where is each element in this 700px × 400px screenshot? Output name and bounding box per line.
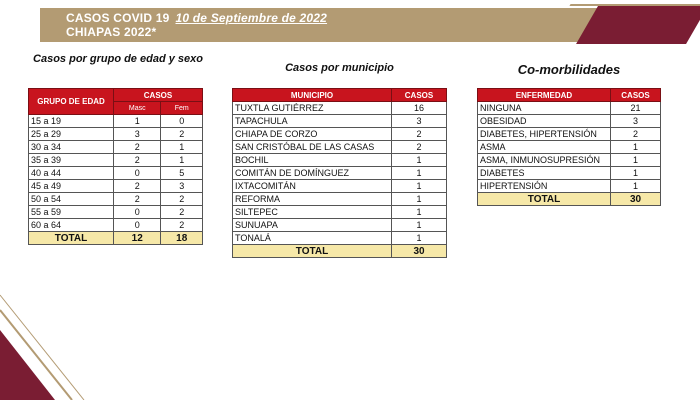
disease-cell: ASMA [478, 141, 611, 154]
fem-cases-cell: 1 [161, 141, 203, 154]
table-row [29, 167, 203, 180]
cases-cell: 1 [611, 141, 661, 154]
table-row [478, 102, 661, 115]
table-row [233, 154, 447, 167]
comorb-col-cases: CASOS [611, 89, 661, 102]
municipality-cell: TAPACHULA [233, 115, 392, 128]
table-row [233, 102, 447, 115]
municipality-cell: SILTEPEC [233, 206, 392, 219]
cases-cell: 3 [392, 115, 447, 128]
age-group-cell: 55 a 59 [29, 206, 114, 219]
table-row [29, 154, 203, 167]
header-title-block [66, 11, 327, 39]
age-col-fem: Fem [161, 102, 203, 115]
age-table [28, 88, 203, 245]
table-row [478, 115, 661, 128]
age-total-fem: 18 [161, 232, 203, 245]
fem-cases-cell: 3 [161, 180, 203, 193]
cases-cell: 3 [611, 115, 661, 128]
masc-cases-cell: 1 [114, 115, 161, 128]
age-total-label: TOTAL [29, 232, 114, 245]
table-row [29, 206, 203, 219]
table-row [29, 180, 203, 193]
fem-cases-cell: 2 [161, 128, 203, 141]
muni-total-label: TOTAL [233, 245, 392, 258]
muni-col-cases: CASOS [392, 89, 447, 102]
table-row [233, 193, 447, 206]
comorb-total-row [478, 193, 661, 206]
cases-cell: 2 [392, 141, 447, 154]
municipality-cell: TONALÁ [233, 232, 392, 245]
age-group-cell: 50 a 54 [29, 193, 114, 206]
masc-cases-cell: 2 [114, 141, 161, 154]
fem-cases-cell: 1 [161, 154, 203, 167]
disease-cell: HIPERTENSIÓN [478, 180, 611, 193]
fem-cases-cell: 2 [161, 193, 203, 206]
table-row [478, 141, 661, 154]
disease-cell: DIABETES [478, 167, 611, 180]
cases-cell: 1 [392, 219, 447, 232]
header-accent-block [576, 6, 700, 44]
corner-decoration [0, 290, 90, 400]
age-group-cell: 45 a 49 [29, 180, 114, 193]
cases-cell: 16 [392, 102, 447, 115]
disease-cell: OBESIDAD [478, 115, 611, 128]
disease-cell: DIABETES, HIPERTENSIÓN [478, 128, 611, 141]
table-row [29, 115, 203, 128]
age-group-cell: 60 a 64 [29, 219, 114, 232]
fem-cases-cell: 0 [161, 115, 203, 128]
header-date: 10 de Septiembre de 2022 [175, 11, 328, 25]
age-group-cell: 30 a 34 [29, 141, 114, 154]
municipality-cell: TUXTLA GUTIÉRREZ [233, 102, 392, 115]
table-row [478, 128, 661, 141]
masc-cases-cell: 2 [114, 193, 161, 206]
disease-cell: ASMA, INMUNOSUPRESIÓN [478, 154, 611, 167]
masc-cases-cell: 0 [114, 219, 161, 232]
age-group-cell: 40 a 44 [29, 167, 114, 180]
fem-cases-cell: 2 [161, 206, 203, 219]
table-row [29, 141, 203, 154]
muni-total-cases: 30 [392, 245, 447, 258]
age-group-cell: 35 a 39 [29, 154, 114, 167]
table-row [233, 141, 447, 154]
table-row [478, 167, 661, 180]
masc-cases-cell: 0 [114, 167, 161, 180]
comorb-col-disease: ENFERMEDAD [478, 89, 611, 102]
age-total-masc: 12 [114, 232, 161, 245]
age-section-title: Casos por grupo de edad y sexo [33, 53, 203, 65]
muni-total-row [233, 245, 447, 258]
municipality-cell: SUNUAPA [233, 219, 392, 232]
municipality-cell: IXTACOMITÁN [233, 180, 392, 193]
comorb-section-title: Co-morbilidades [517, 62, 621, 77]
table-row [478, 154, 661, 167]
cases-cell: 1 [392, 206, 447, 219]
fem-cases-cell: 5 [161, 167, 203, 180]
municipality-cell: COMITÁN DE DOMÍNGUEZ [233, 167, 392, 180]
cases-cell: 1 [611, 180, 661, 193]
table-row [233, 128, 447, 141]
table-row [29, 219, 203, 232]
comorb-total-label: TOTAL [478, 193, 611, 206]
header-subtitle: CHIAPAS 2022* [66, 25, 157, 39]
table-row [233, 180, 447, 193]
cases-cell: 1 [392, 232, 447, 245]
table-row [233, 167, 447, 180]
masc-cases-cell: 3 [114, 128, 161, 141]
age-group-cell: 25 a 29 [29, 128, 114, 141]
table-row [233, 206, 447, 219]
disease-cell: NINGUNA [478, 102, 611, 115]
municipality-cell: CHIAPA DE CORZO [233, 128, 392, 141]
comorb-table [477, 88, 661, 206]
muni-col-name: MUNICIPIO [233, 89, 392, 102]
table-row [478, 180, 661, 193]
masc-cases-cell: 2 [114, 154, 161, 167]
table-row [233, 219, 447, 232]
cases-cell: 21 [611, 102, 661, 115]
header-title: CASOS COVID 19 [66, 11, 170, 25]
municipality-cell: REFORMA [233, 193, 392, 206]
cases-cell: 1 [392, 154, 447, 167]
fem-cases-cell: 2 [161, 219, 203, 232]
comorb-total-cases: 30 [611, 193, 661, 206]
table-row [29, 128, 203, 141]
cases-cell: 2 [611, 128, 661, 141]
cases-cell: 1 [611, 167, 661, 180]
municipality-cell: SAN CRISTÓBAL DE LAS CASAS [233, 141, 392, 154]
cases-cell: 1 [392, 180, 447, 193]
muni-section-title: Casos por municipio [285, 62, 394, 74]
age-col-cases: CASOS [114, 89, 203, 102]
masc-cases-cell: 0 [114, 206, 161, 219]
masc-cases-cell: 2 [114, 180, 161, 193]
municipality-cell: BOCHIL [233, 154, 392, 167]
table-row [233, 115, 447, 128]
cases-cell: 2 [392, 128, 447, 141]
cases-cell: 1 [611, 154, 661, 167]
cases-cell: 1 [392, 193, 447, 206]
table-row [233, 232, 447, 245]
age-group-cell: 15 a 19 [29, 115, 114, 128]
age-total-row [29, 232, 203, 245]
table-row [29, 193, 203, 206]
age-col-masc: Masc [114, 102, 161, 115]
muni-table [232, 88, 447, 258]
age-col-group: GRUPO DE EDAD [29, 89, 114, 115]
cases-cell: 1 [392, 167, 447, 180]
